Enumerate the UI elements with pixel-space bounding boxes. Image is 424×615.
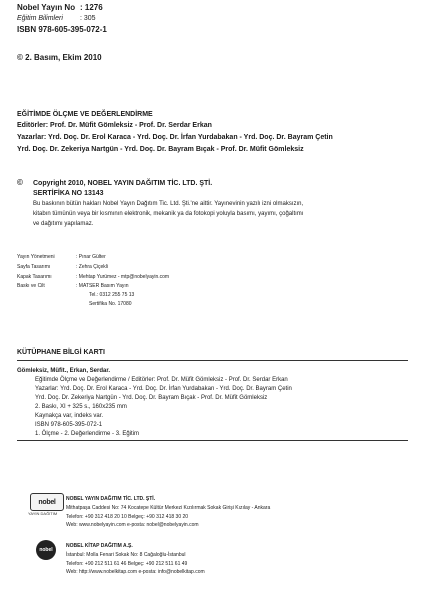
credit-value-layout: : Zehra Çiçekli xyxy=(76,264,108,270)
publisher1-name: NOBEL YAYIN DAĞITIM TİC. LTD. ŞTİ. xyxy=(66,496,156,502)
series-value: : 1276 xyxy=(80,3,103,12)
nobel-logo-text: nobel xyxy=(38,498,56,506)
publisher1-address: Mithatpaşa Caddesi No: 74 Kocatepe Kültür Merkezi Kızılırmak Sokak Girişi Kızılay - Ankara xyxy=(66,505,271,511)
book-authors-line2: Yrd. Doç. Dr. Zekeriya Nartgün - Yrd. Doç. Dr. Bayram Bıçak - Prof. Dr. Müfit Gömleksiz xyxy=(17,146,304,153)
rights-text-3: ve dağıtımı yapılamaz. xyxy=(33,221,94,227)
catalog-line: Eğitimde Ölçme ve Değerlendirme / Editörler: Prof. Dr. Müfit Gömleksiz - Prof. Dr. Serdar Erkan xyxy=(35,377,288,383)
book-editors: Editörler: Prof. Dr. Müfit Gömleksiz - Prof. Dr. Serdar Erkan xyxy=(17,122,212,129)
edition-line: © 2. Basım, Ekim 2010 xyxy=(17,53,102,62)
publisher2-name: NOBEL KİTAP DAĞITIM A.Ş. xyxy=(66,543,133,549)
catalog-line: 1. Ölçme - 2. Değerlendirme - 3. Eğitim xyxy=(35,431,140,437)
credit-value-editor: : Pınar Gülter xyxy=(76,254,106,260)
publisher1-phone: Telefon: +90 312 418 20 10 Belgeç: +90 312 418 30 20 xyxy=(66,514,189,520)
rights-text-2: kitabın tümünün veya bir kısmının elektronik, mekanik ya da fotokopi yoluyla basımı, yayımı, çoğaltımı xyxy=(33,211,304,217)
copyright-symbol: © xyxy=(17,178,23,187)
printer-cert: Sertifika No. 17080 xyxy=(89,301,132,307)
catalog-bottom-rule xyxy=(17,440,408,441)
nobel-kitap-logo-text: nobel xyxy=(39,547,53,553)
catalog-heading: KÜTÜPHANE BİLGİ KARTI xyxy=(17,349,105,356)
publisher1-web: Web: www.nobelyayin.com e-posta: nobel@nobelyayin.com xyxy=(66,522,199,528)
field-label: Eğitim Bilimleri xyxy=(17,15,63,22)
publisher2-address: İstanbul: Molla Fenari Sokak No: 8 Cağaloğlu-İstanbul xyxy=(66,552,186,558)
catalog-line: Yrd. Doç. Dr. Zekeriya Nartgün - Yrd. Doç. Dr. Bayram Bıçak - Prof. Dr. Müfit Gömleksiz xyxy=(35,395,268,401)
nobel-kitap-logo xyxy=(36,540,56,560)
rights-text-1: Bu baskının bütün hakları Nobel Yayın Dağıtım Tic. Ltd. Şti.'ne aittir. Yayınevinin yazılı izni olmaksızın, xyxy=(33,201,304,207)
field-value: : 305 xyxy=(80,15,96,22)
isbn-top: ISBN 978-605-395-072-1 xyxy=(17,25,107,34)
credit-label-layout: Sayfa Tasarımı xyxy=(17,264,51,270)
credit-value-print: : MATSER Basım Yayın xyxy=(76,283,129,289)
credit-label-editor: Yayın Yönetmeni xyxy=(17,254,55,260)
nobel-logo-sub: YAYIN DAĞITIM xyxy=(28,511,58,516)
catalog-line: Yazarlar: Yrd. Doç. Dr. Erol Karaca - Yrd. Doç. Dr. İrfan Yurdabakan - Yrd. Doç. Dr. Bayram Çetin xyxy=(35,386,292,392)
credit-label-print: Baskı ve Cilt xyxy=(17,283,45,289)
catalog-line: Gömleksiz, Müfit., Erkan, Serdar. xyxy=(17,368,111,374)
book-authors-line1: Yazarlar: Yrd. Doç. Dr. Erol Karaca - Yrd. Doç. Dr. İrfan Yurdabakan - Yrd. Doç. Dr. Bayram Çetin xyxy=(17,134,333,141)
printer-tel: Tel.: 0312 255 75 13 xyxy=(89,292,135,298)
catalog-line: 2. Baskı, XI + 325 s., 160x235 mm xyxy=(35,404,127,410)
catalog-line: Kaynakça var, indeks var. xyxy=(35,413,104,419)
book-title: EĞİTİMDE ÖLÇME VE DEĞERLENDİRME xyxy=(17,111,153,118)
credit-value-cover: : Mehtap Yurümez - mtp@nobelyayin.com xyxy=(76,274,170,280)
catalog-top-rule xyxy=(17,360,408,361)
catalog-line: ISBN 978-605-395-072-1 xyxy=(35,422,103,428)
credit-label-cover: Kapak Tasarımı xyxy=(17,274,52,280)
publisher2-web: Web: http://www.nobelkitap.com e-posta: info@nobelkitap.com xyxy=(66,569,205,575)
series-label: Nobel Yayın No xyxy=(17,3,76,12)
nobel-yayin-logo xyxy=(30,493,64,511)
publisher2-phone: Telefon: +90 212 511 61 46 Belgeç: +90 212 511 61 49 xyxy=(66,561,188,567)
certificate-line: SERTİFİKA NO 13143 xyxy=(33,190,104,197)
copyright-line1: Copyright 2010, NOBEL YAYIN DAĞITIM TİC. LTD. ŞTİ. xyxy=(33,180,213,187)
